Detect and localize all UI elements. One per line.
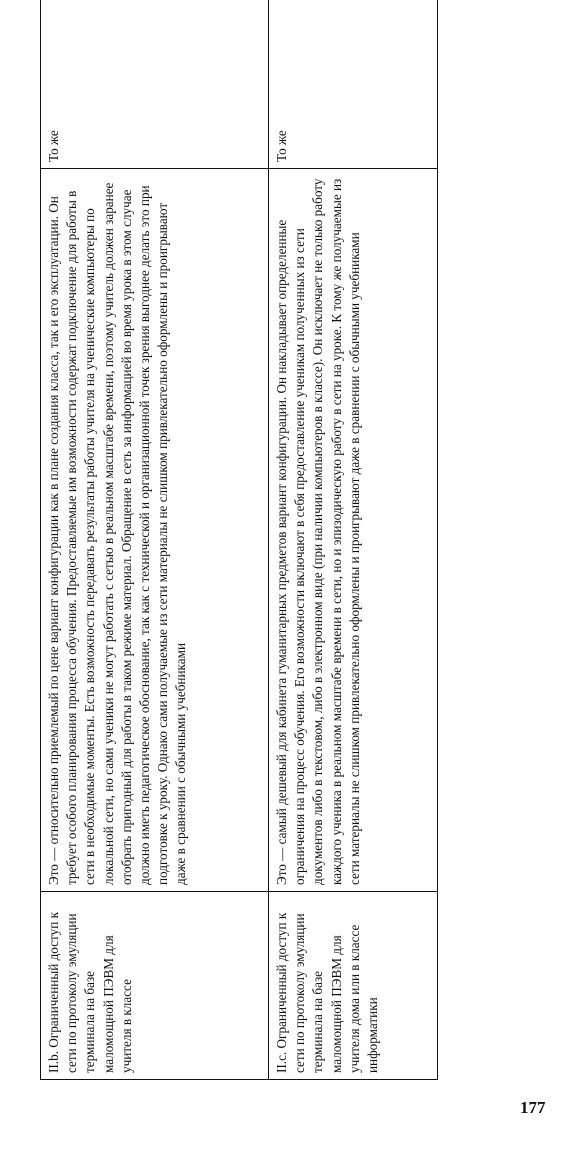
description-cell: Это — самый дешевый для кабинета гуманитарных предметов вариант конфигурации. Он накладывает определенные ограничения на процесс обучения. Его возможности включают в себя предоставление ученикам полученных из сети документов либо в текстовом, либо в электронном виде (при наличии компьютеров в классе). Он исключает не только работу каждого ученика в реальном масштабе времени в сети, но и эпизодическую работу в сети на уроке. К тому же получаемые из сети материалы не слишком привлекательно оформлены и проигрывают даже в сравнении с обычными учебниками (269, 169, 438, 892)
variant-cell: II.b. Ограниченный доступ к сети по протоколу эмуляции терминала на базе маломощной ПЭВМ для учителя в классе (41, 892, 269, 1080)
page-number: 177 (520, 1098, 546, 1117)
table-row (41, 0, 269, 1080)
note-cell: То же (41, 0, 269, 169)
rotated-table-wrapper (40, 16, 437, 1080)
variant-cell: II.c. Ограниченный доступ к сети по протоколу эмуляции терминала на базе маломощной ПЭВМ для учителя дома или в классе информатики (269, 892, 438, 1080)
table-row (269, 0, 438, 1080)
rotated-table-container (40, 16, 437, 1080)
configuration-table (40, 0, 438, 1080)
description-cell: Это — относительно приемлемый по цене вариант конфигурации как в плане создания класса, так и его эксплуатации. Он требует особого планирования процесса обучения. Предоставляемые им возможности содержат подключение для работы в сети в необходимые моменты. Есть возможность передавать результаты работы учителя на ученические компьютеры по локальной сети, но сами ученики не могут работать с сетью в реальном масштабе времени, поэтому учитель должен заранее отобрать пригодный для работы в таком режиме материал. Обращение в сеть за информацией во время урока в этом случае должно иметь педагогическое обоснование, так как с технической и организационной точек зрения выгоднее делать это при подготовке к уроку. Однако сами получаемые из сети материалы не слишком привлекательно оформлены и проигрывают даже в сравнении с обычными учебниками (41, 169, 269, 892)
note-cell: То же (269, 0, 438, 169)
